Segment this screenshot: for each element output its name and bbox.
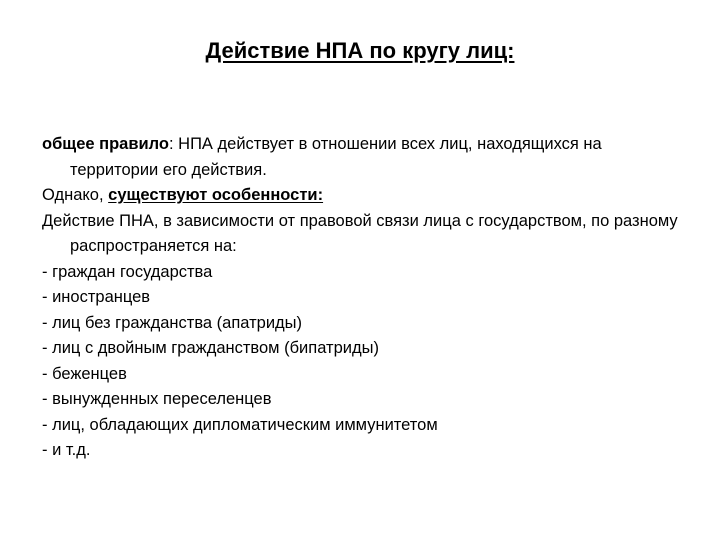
- dependency-paragraph: Действие ПНА, в зависимости от правовой связи лица с государством, по разному распространяется на:: [42, 211, 678, 255]
- slide-body: [42, 132, 682, 464]
- general-rule-label: общее правило: [42, 135, 169, 153]
- list-item: - беженцев: [42, 364, 127, 383]
- list-item: - лиц без гражданства (апатриды): [42, 313, 303, 332]
- list-item: - лиц с двойным гражданством (бипатриды): [42, 339, 379, 357]
- however-prefix: Однако,: [42, 186, 109, 204]
- however-emphasis: существуют особенности:: [108, 186, 324, 204]
- general-rule-text: : НПА действует в отношении всех лиц, находящихся на территории его действия.: [70, 135, 602, 179]
- general-rule-paragraph: [42, 132, 682, 183]
- list-item: - и т.д.: [42, 441, 91, 459]
- slide-title-text: Действие НПА по кругу лиц:: [205, 38, 515, 63]
- list-item: - иностранцев: [42, 288, 151, 306]
- list-item: - граждан государства: [42, 262, 213, 281]
- list-item: - лиц, обладающих дипломатическим иммунитетом: [42, 415, 438, 434]
- slide-title: [0, 36, 720, 66]
- however-paragraph: [42, 183, 682, 209]
- list-item: - вынужденных переселенцев: [42, 390, 272, 408]
